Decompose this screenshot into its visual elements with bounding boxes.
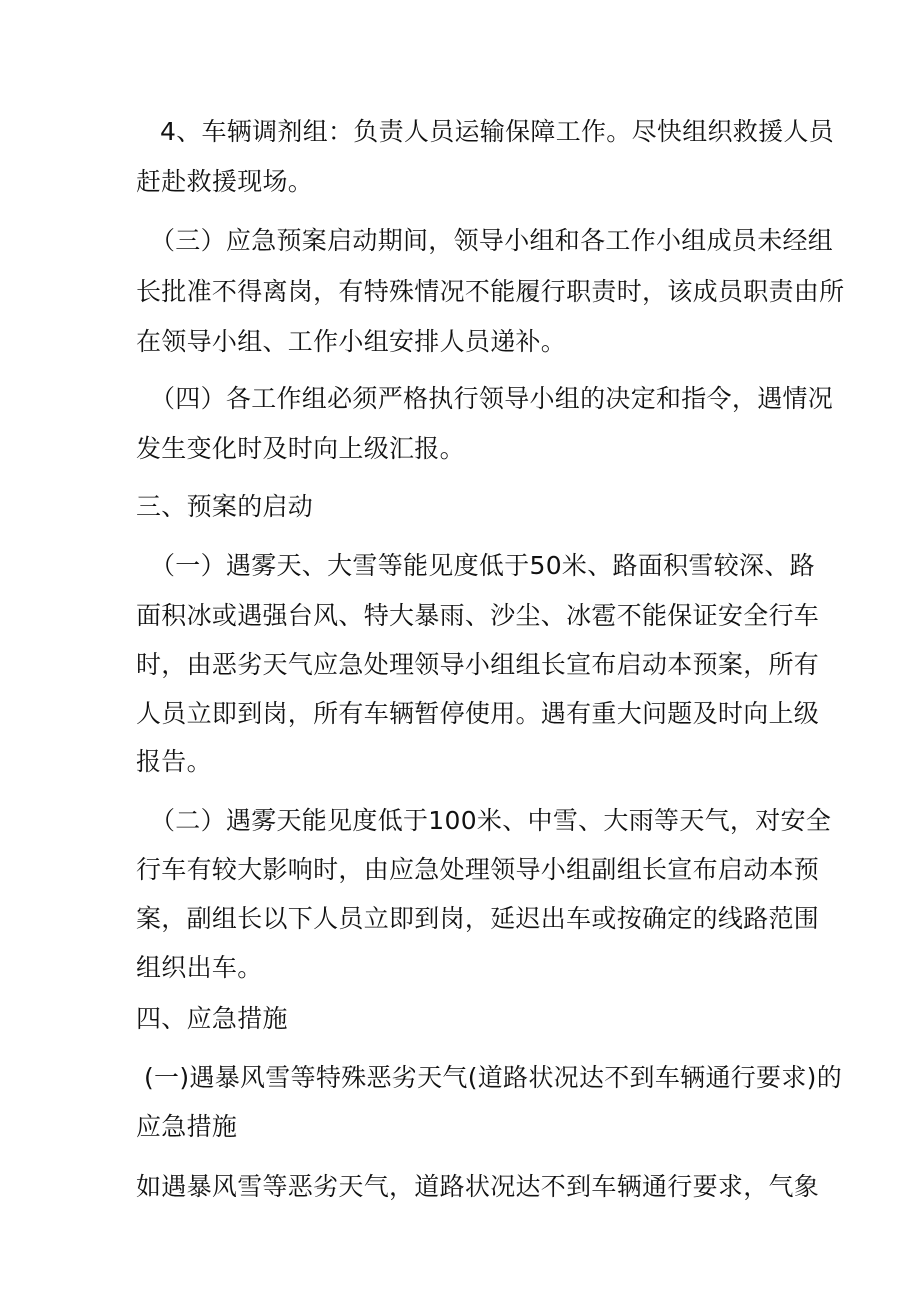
paragraph-three-line-1: （三）应急预案启动期间，领导小组和各工作小组成员未经组 xyxy=(150,226,834,255)
paragraph-four-line-2: 发生变化时及时向上级汇报。 xyxy=(136,434,465,463)
section-heading-plan-activation: 三、预案的启动 xyxy=(136,492,314,521)
paragraph-vehicle-dispatch-line-1: 4、车辆调剂组：负责人员运输保障工作。尽快组织救援人员 xyxy=(160,117,835,146)
paragraph-activation-two-line-4: 组织出车。 xyxy=(136,953,263,982)
subheading-storm-measures-line-2: 应急措施 xyxy=(136,1112,238,1141)
paragraph-activation-one-line-1: （一）遇雾天、大雪等能见度低于50米、路面积雪较深、路 xyxy=(150,551,815,580)
paragraph-activation-one-line-2: 面积冰或遇强台风、特大暴雨、沙尘、冰雹不能保证安全行车 xyxy=(136,601,820,630)
paragraph-activation-one-line-4: 人员立即到岗，所有车辆暂停使用。遇有重大问题及时向上级 xyxy=(136,699,820,728)
paragraph-activation-one-line-5: 报告。 xyxy=(136,747,212,776)
section-heading-emergency-measures: 四、应急措施 xyxy=(136,1004,288,1033)
subheading-storm-measures-line-1: (一)遇暴风雪等特殊恶劣天气(道路状况达不到车辆通行要求)的 xyxy=(144,1063,843,1092)
paragraph-storm-measures-line-1: 如遇暴风雪等恶劣天气，道路状况达不到车辆通行要求，气象 xyxy=(136,1172,820,1201)
paragraph-activation-two-line-2: 行车有较大影响时，由应急处理领导小组副组长宣布启动本预 xyxy=(136,855,820,884)
paragraph-activation-two-line-1: （二）遇雾天能见度低于100米、中雪、大雨等天气，对安全 xyxy=(150,806,832,835)
paragraph-activation-two-line-3: 案，副组长以下人员立即到岗，延迟出车或按确定的线路范围 xyxy=(136,904,820,933)
paragraph-four-line-1: （四）各工作组必须严格执行领导小组的决定和指令，遇情况 xyxy=(150,384,834,413)
paragraph-activation-one-line-3: 时，由恶劣天气应急处理领导小组组长宣布启动本预案，所有 xyxy=(136,650,820,679)
paragraph-three-line-3: 在领导小组、工作小组安排人员递补。 xyxy=(136,327,567,356)
paragraph-vehicle-dispatch-line-2: 赶赴救援现场。 xyxy=(136,167,314,196)
paragraph-three-line-2: 长批准不得离岗，有特殊情况不能履行职责时，该成员职责由所 xyxy=(136,277,845,306)
